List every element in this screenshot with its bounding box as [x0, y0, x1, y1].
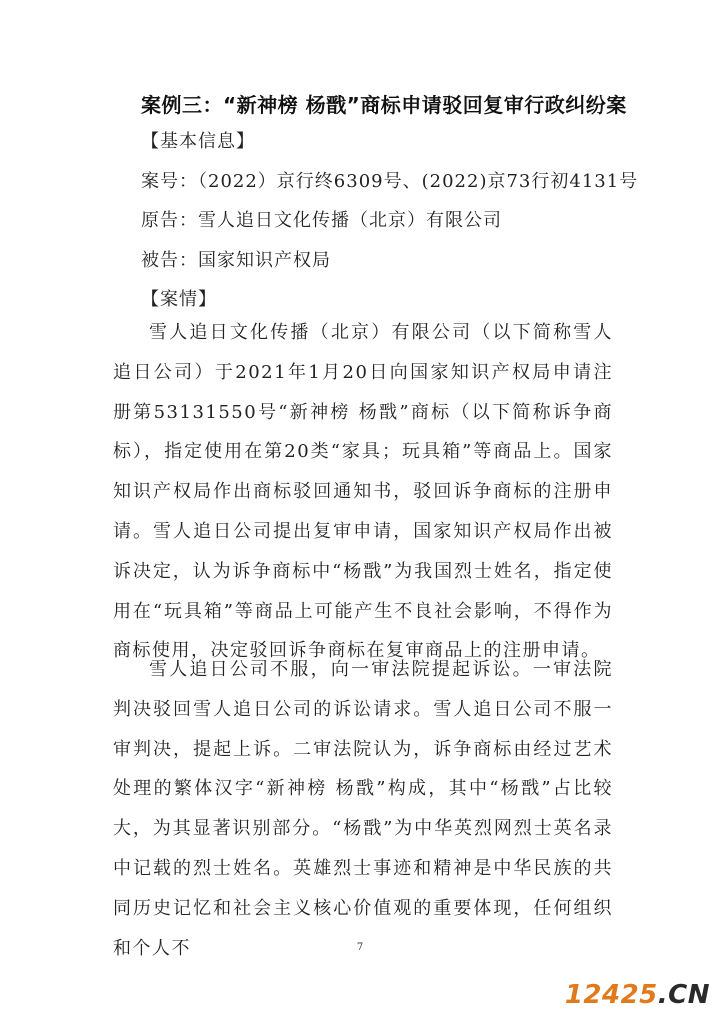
case-title: 案例三：“新神榜 杨戬”商标申请驳回复审行政纠纷案	[141, 93, 627, 117]
watermark-number: 12425	[564, 980, 658, 1010]
case-number: 案号：（2022）京行终6309号、(2022)京73行初4131号	[141, 171, 639, 192]
page-number: 7	[356, 942, 364, 953]
basic-info-heading: 【基本信息】	[141, 131, 255, 152]
plaintiff: 原告：雪人追日文化传播（北京）有限公司	[141, 210, 502, 231]
defendant: 被告：国家知识产权局	[141, 250, 331, 271]
case-paragraph-2: 雪人追日公司不服，向一审法院提起诉讼。一审法院判决驳回雪人追日公司的诉讼请求。雪人追日公司不服一审判决，提起上诉。二审法院认为，诉争商标由经过艺术处理的繁体汉字“新神榜 杨戬”构成，其中“杨戬”占比较大，为其显著识别部分。“杨戬”为中华英烈网烈士英名录中记载的烈士姓名。英雄烈士事迹和精神是中华民族的共同历史记忆和社会主义核心价值观的重要体现，任何组织和个人不	[113, 659, 613, 959]
site-watermark	[565, 980, 710, 1010]
watermark-tld: .CN	[657, 980, 710, 1010]
case-paragraph-1: 雪人追日文化传播（北京）有限公司（以下简称雪人追日公司）于2021年1月20日向国家知识产权局申请注册第53131550号“新神榜 杨戬”商标（以下简称诉争商标），指定使用在第20类“家具；玩具箱”等商品上。国家知识产权局作出商标驳回通知书，驳回诉争商标的注册申请。雪人追日公司提出复审申请，国家知识产权局作出被诉决定，认为诉争商标中“杨戬”为我国烈士姓名，指定使用在“玩具箱”等商品上可能产生不良社会影响，不得作为商标使用，决定驳回诉争商标在复审商品上的注册申请。	[113, 322, 613, 662]
case-heading: 【案情】	[141, 289, 217, 310]
